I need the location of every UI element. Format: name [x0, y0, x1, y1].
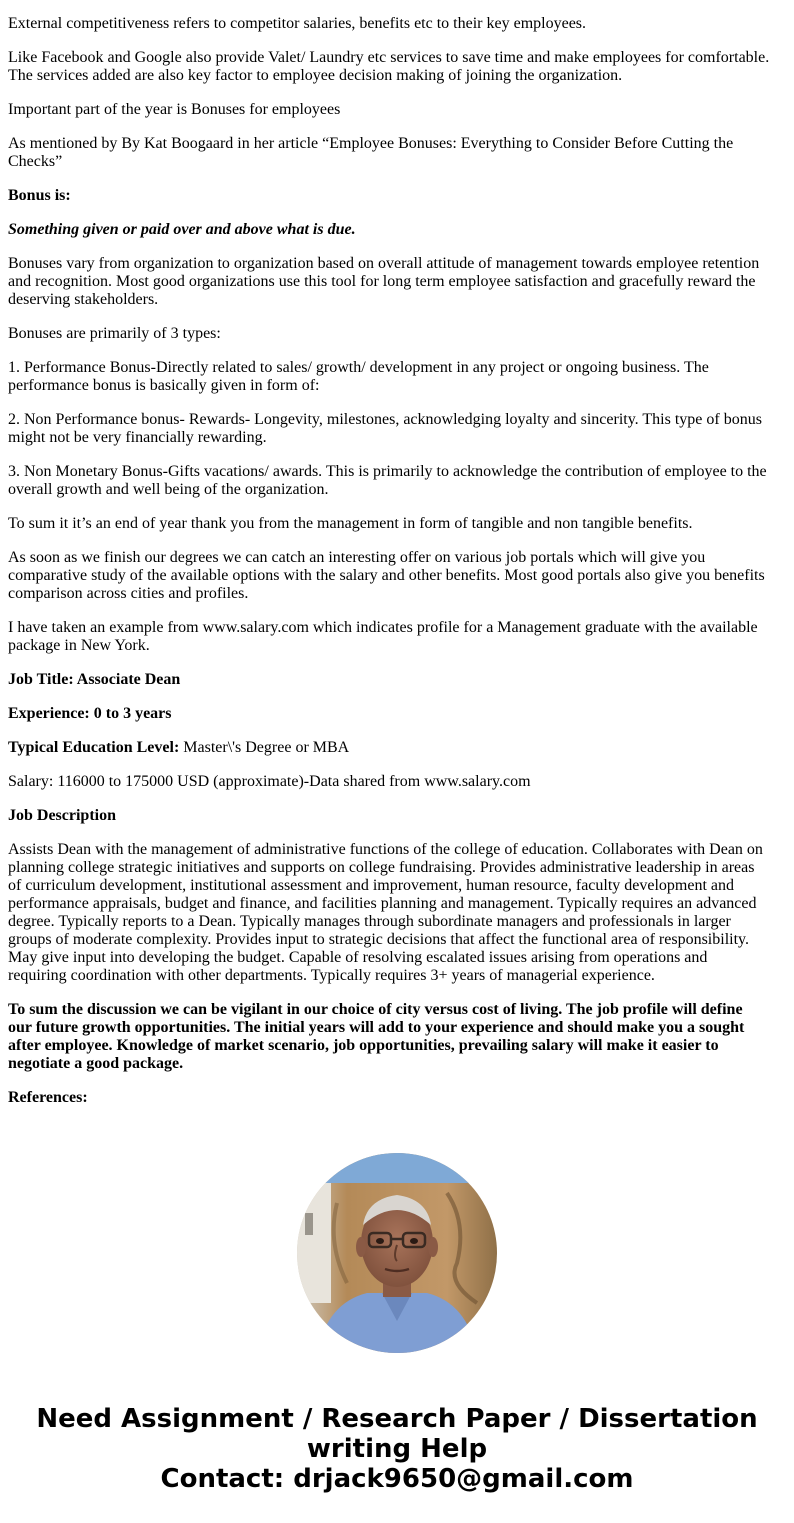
job-education [8, 739, 770, 757]
paragraph-kat-boogaard: As mentioned by By Kat Boogaard in her article “Employee Bonuses: Everything to Consider Before Cutting the Checks” [8, 135, 734, 170]
job-description-heading: Job Description [8, 807, 116, 824]
promo-contact: Contact: drjack9650@gmail.com [160, 1464, 634, 1494]
paragraph-salary-example: I have taken an example from www.salary.com which indicates profile for a Management graduate with the available package in New York. [8, 619, 758, 654]
paragraph-external-competitiveness: External competitiveness refers to competitor salaries, benefits etc to their key employees. [8, 15, 587, 32]
job-experience: Experience: 0 to 3 years [8, 705, 172, 722]
list-item-performance-bonus: 1. Performance Bonus-Directly related to sales/ growth/ development in any project or ongoing business. The performance bonus is basically given in form of: [8, 359, 709, 394]
conclusion-paragraph: To sum the discussion we can be vigilant in our choice of city versus cost of living. The job profile will define our future growth opportunities. The initial years will add to your experience and should make you a sought after employee. Knowledge of market scenario, job opportunities, prevailing salary will make it easier to negotiate a good package. [8, 1001, 745, 1072]
author-photo-illustration [297, 1153, 497, 1353]
list-item-non-performance-bonus: 2. Non Performance bonus- Rewards- Longevity, milestones, acknowledging loyalty and sincerity. This type of bonus might not be very financially rewarding. [8, 411, 762, 446]
job-description: Assists Dean with the management of administrative functions of the college of education. Collaborates with Dean on planning college strategic initiatives and supports on college fundraising. Provides administrative leadership in areas of curriculum development, institutional assessment and improvement, human resource, faculty development and performance appraisals, budget and finance, and facilities planning and management. Typically requires an advanced degree. Typically reports to a Dean. Typically manages through subordinate managers and professionals in larger groups of moderate complexity. Provides input to strategic decisions that affect the functional area of responsibility. May give input into developing the budget. Capable of resolving escalated issues arising from operations and requiring coordination with other departments. Typically requires 3+ years of managerial experience. [8, 841, 763, 984]
list-item-non-monetary-bonus: 3. Non Monetary Bonus-Gifts vacations/ awards. This is primarily to acknowledge the contribution of employee to the overall growth and well being of the organization. [8, 463, 767, 498]
job-education-label: Typical Education Level: [8, 739, 180, 756]
references-heading: References: [8, 1089, 88, 1106]
paragraph-bonus-types: Bonuses are primarily of 3 types: [8, 325, 221, 342]
paragraph-bonuses-intro: Important part of the year is Bonuses for employees [8, 101, 341, 118]
bonus-heading: Bonus is: [8, 187, 71, 204]
job-education-value: Master\'s Degree or MBA [179, 739, 350, 756]
paragraph-job-portals: As soon as we finish our degrees we can catch an interesting offer on various job portals which will give you comparative study of the available options with the salary and other benefits. Most good portals also give you benefits comparison across cities and profiles. [8, 549, 765, 602]
author-avatar [297, 1153, 497, 1353]
promo-headline: Need Assignment / Research Paper / Dissertation writing Help [36, 1404, 758, 1464]
paragraph-facebook-google: Like Facebook and Google also provide Valet/ Laundry etc services to save time and make employees for comfortable. The services added are also key factor to employee decision making of joining the organization. [8, 49, 770, 84]
bonus-definition: Something given or paid over and above what is due. [8, 221, 356, 238]
job-salary: Salary: 116000 to 175000 USD (approximate)-Data shared from www.salary.com [8, 773, 531, 790]
paragraph-bonuses-vary: Bonuses vary from organization to organization based on overall attitude of management towards employee retention and recognition. Most good organizations use this tool for long term employee satisfaction and gracefully reward the deserving stakeholders. [8, 255, 760, 308]
job-title: Job Title: Associate Dean [8, 671, 181, 688]
paragraph-sum-it: To sum it it’s an end of year thank you from the management in form of tangible and non tangible benefits. [8, 515, 693, 532]
promo-banner [0, 1404, 794, 1494]
